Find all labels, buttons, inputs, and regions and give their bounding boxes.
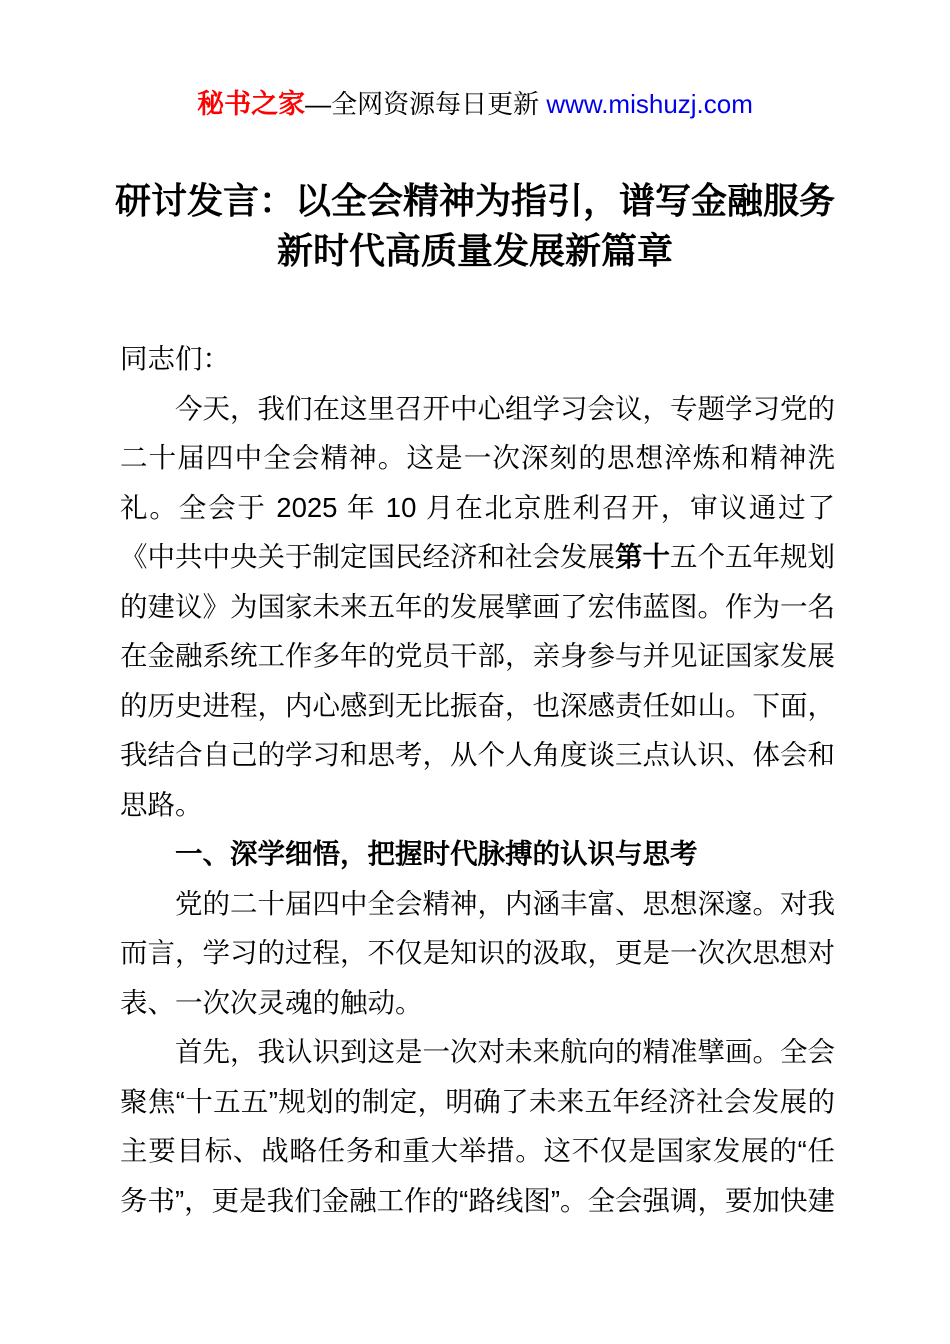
site-url-link[interactable]: www.mishuzj.com <box>546 89 753 119</box>
body-paragraph <box>120 1027 835 1225</box>
document-body <box>120 334 835 1225</box>
text-segment: 今天，我们在这里召开中心组学习会议，专题学习党的二十届四中全会精神。这是一次深刻的思想淬炼和精神洗礼。全会于 2025 年 10 月在北京胜利召开，审议通过了《中共中央关于制定国民经济和社会发展 <box>120 392 835 572</box>
bold-text-segment: 第十 <box>615 541 670 572</box>
paragraphs-container <box>120 384 835 1226</box>
page-title <box>90 176 860 276</box>
page-title-line2: 新时代高质量发展新篇章 <box>276 230 673 271</box>
site-header <box>0 0 950 120</box>
text-segment: 党的二十届四中全会精神，内涵丰富、思想深邃。对我而言，学习的过程，不仅是知识的汲取，更是一次次思想对表、一次次灵魂的触动。 <box>120 887 835 1018</box>
page-title-line1: 研讨发言：以全会精神为指引，谱写金融服务 <box>114 180 835 221</box>
body-paragraph <box>120 384 835 830</box>
header-tagline: —全网资源每日更新 <box>305 89 547 119</box>
bold-text-segment: 一、深学细悟，把握时代脉搏的认识与思考 <box>175 838 698 869</box>
text-segment: 五个五年规划的建议》为国家未来五年的发展擘画了宏伟蓝图。作为一名在金融系统工作多年的党员干部，亲身参与并见证国家发展的历史进程，内心感到无比振奋，也深感责任如山。下面，我结合自己的学习和思考，从个人角度谈三点认识、体会和思路。 <box>120 541 835 820</box>
site-name: 秘书之家 <box>197 89 306 119</box>
text-segment: 首先，我认识到这是一次对未来航向的精准擘画。全会聚焦“十五五”规划的制定，明确了未来五年经济社会发展的主要目标、战略任务和重大举措。这不仅是国家发展的“任务书”，更是我们金融工作的“路线图”。全会强调，要加快建 <box>120 1036 835 1216</box>
salutation: 同志们： <box>120 343 230 374</box>
body-paragraph <box>120 879 835 1028</box>
section-heading <box>120 829 835 879</box>
